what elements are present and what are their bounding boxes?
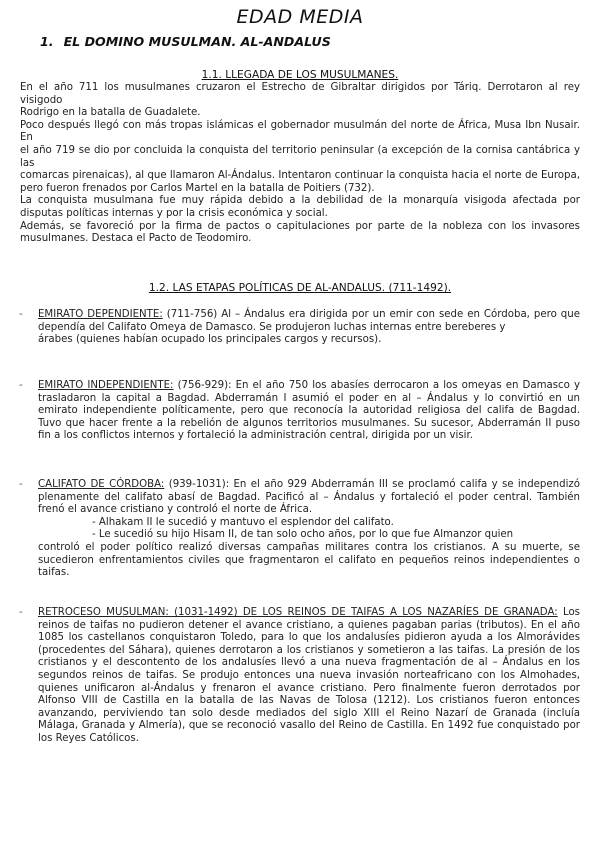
subsection-title-1-1: 1.1. LLEGADA DE LOS MUSULMANES. (201, 69, 399, 81)
list-subitem: - Le sucedió su hijo Hisam II, de tan solo ocho años, por lo que fue Almanzor quien (92, 529, 514, 541)
list-item-retroceso (19, 607, 580, 746)
section-heading (40, 34, 331, 49)
bullet-dash: - (19, 479, 23, 490)
list-item-text (38, 309, 580, 334)
list-subitem: - Alhakam II le sucedió y mantuvo el esplendor del califato. (92, 516, 394, 528)
bullet-dash: - (19, 380, 23, 391)
paragraph-line: el año 719 se dio por concluida la conquista del territorio peninsular (a excepción de la cornisa cantábrica y las (20, 144, 580, 169)
section-heading-text: EL DOMINO MUSULMAN. AL-ANDALUS (63, 34, 331, 49)
paragraph-llegada (20, 82, 580, 246)
page-title: EDAD MEDIA (236, 6, 364, 28)
list-item-label: RETROCESO MUSULMAN: (1031-1492) DE LOS REINOS DE TAIFAS A LOS NAZARÍES DE GRANADA: (38, 607, 558, 618)
paragraph-line: La conquista musulmana fue muy rápida debido a la debilidad de la monarquía visigoda afectada por disputas políticas internas y por la crisis económica y social. (20, 195, 580, 219)
list-item-label: EMIRATO INDEPENDIENTE: (38, 380, 174, 391)
bullet-dash: - (19, 309, 23, 320)
subsection-title-1-2: 1.2. LAS ETAPAS POLÍTICAS DE AL-ANDALUS. (711-1492). (148, 282, 452, 294)
paragraph-line: En el año 711 los musulmanes cruzaron el Estrecho de Gibraltar dirigidos por Táriq. Derrotaron al rey visigodo (20, 82, 580, 106)
paragraph-line: comarcas pirenaicas), al que llamaron Al-Ándalus. Intentaron continuar la conquista hacia el norte de Europa, pero fueron frenados por Carlos Martel en la batalla de Poitiers (732). (20, 170, 580, 194)
list-item-body: (756-929): En el año 750 los abasíes derrocaron a los omeyas en Damasco y trasladaron la capital a Bagdad. Abderramán I asumió el poder en al – Ándalus y lo convirtió en un emirato independiente políticamente, pero que reconocía la autoridad religiosa del califa de Bagdad. Tuvo que hacer frente a la rebelión de algunos territorios musulmanes. Su sucesor, Abderramán II puso fin a los conflictos internos y fortaleció la administración central, dirigida por un visir. (38, 380, 580, 442)
paragraph-line: Rodrigo en la batalla de Guadalete. (20, 107, 201, 119)
paragraph-line: Poco después llegó con más tropas islámicas el gobernador musulmán del norte de África, Musa Ibn Nusair. En (20, 119, 580, 144)
list-item-label: CALIFATO DE CÓRDOBA: (38, 479, 165, 490)
list-item-body: (939-1031): En el año 929 Abderramán III se proclamó califa y se independizó plenamente del califato abasí de Bagdad. Pacificó al – Ándalus y fortaleció el poder central. También frenó el avance cristiano y controló el norte de África. (38, 479, 580, 516)
list-item-text (38, 479, 580, 517)
list-item-text (38, 607, 580, 746)
list-item-body: Los reinos de taifas no pudieron detener el avance cristiano, a quienes pagaban parias (tributos). En el año 1085 los castellanos conquistaron Toledo, para lo que los andalusíes pidieron ayuda a los Almorávides (procedentes del Sáhara), quienes derrotaron a los cristianos y sometieron a las taifas. La presión de los cristianos y el descontento de los andalusíes llevó a una nueva fragmentación de al – Ándalus en los segundos reinos de taifas. Se produjo entonces una nueva invasión norteafricano con los Almohades, quienes unificaron al-Ándalus y frenaron el avance cristiano. Pero finalmente fueron derrotados por Alfonso VIII de Castilla en la batalla de las Navas de Tolosa (1212). Los cristianos fueron entonces avanzando, perviviendo tan solo desde mediados del siglo XIII el Reino Nazarí de Granada (incluía Málaga, Granada y Almería), que se reconoció vasallo del Reino de Castilla. En 1492 fue conquistado por los Reyes Católicos. (38, 607, 580, 744)
list-item-label: EMIRATO DEPENDIENTE: (38, 309, 163, 320)
list-item-extra: árabes (quienes habían ocupado los principales cargos y recursos). (38, 334, 382, 346)
list-item-emirato-dependiente (19, 309, 580, 347)
list-item-emirato-independiente (19, 380, 580, 443)
list-subitem-continuation: controló el poder político realizó diversas campañas militares contra los cristianos. A su muerte, se sucedieron enfrentamientos civiles que fragmentaron el califato en pequeños reinos independientes o taifas. (38, 541, 580, 579)
list-item-text (38, 380, 580, 443)
bullet-dash: - (19, 607, 23, 618)
paragraph-line: Además, se favoreció por la firma de pactos o capitulaciones por parte de la nobleza con los invasores musulmanes. Destaca el Pacto de Teodomiro. (20, 220, 580, 245)
section-number: 1. (40, 34, 54, 49)
list-item-califato (19, 479, 580, 580)
list-item-body: (711-756) Al – Ándalus era dirigida por un emir con sede en Córdoba, pero que dependía del Califato Omeya de Damasco. Se produjeron luchas internas entre bereberes y (38, 309, 580, 333)
